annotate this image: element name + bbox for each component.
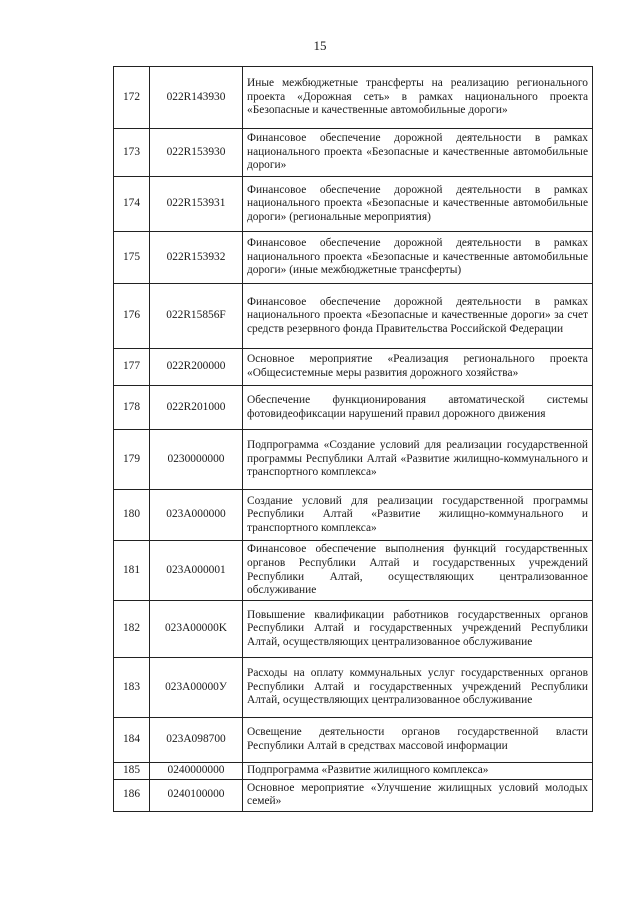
table-row	[114, 177, 593, 232]
table-row	[114, 129, 593, 177]
target-article-code: 023A000001	[150, 541, 243, 601]
row-number: 178	[114, 386, 150, 430]
target-article-code: 023A00000У	[150, 658, 243, 718]
budget-classification-table	[113, 66, 593, 812]
table-row	[114, 430, 593, 490]
table-row	[114, 490, 593, 541]
article-description: Финансовое обеспечение дорожной деятельности в рамках национального проекта «Безопасные и качественные автомобильные дороги»	[243, 129, 593, 177]
row-number: 172	[114, 67, 150, 129]
table-row	[114, 718, 593, 763]
article-description: Повышение квалификации работников государственных органов Республики Алтай и государственных учреждений Республики Алтай, осуществляющих централизованное обслуживание	[243, 601, 593, 658]
article-description: Финансовое обеспечение выполнения функций государственных органов Республики Алтай и государственных учреждений Республики Алтай, осуществляющих централизованное обслуживание	[243, 541, 593, 601]
row-number: 175	[114, 232, 150, 284]
table-row	[114, 284, 593, 349]
row-number: 180	[114, 490, 150, 541]
article-description: Обеспечение функционирования автоматической системы фотовидеофиксации нарушений правил дорожного движения	[243, 386, 593, 430]
table-row	[114, 601, 593, 658]
row-number: 183	[114, 658, 150, 718]
target-article-code: 023A00000K	[150, 601, 243, 658]
target-article-code: 0230000000	[150, 430, 243, 490]
article-description: Освещение деятельности органов государственной власти Республики Алтай в средствах массовой информации	[243, 718, 593, 763]
row-number: 182	[114, 601, 150, 658]
article-description: Подпрограмма «Развитие жилищного комплекса»	[243, 763, 593, 780]
article-description: Финансовое обеспечение дорожной деятельности в рамках национального проекта «Безопасные и качественные дороги» за счет средств резервного фонда Правительства Российской Федерации	[243, 284, 593, 349]
row-number: 173	[114, 129, 150, 177]
row-number: 181	[114, 541, 150, 601]
article-description: Создание условий для реализации государственной программы Республики Алтай «Развитие жилищно-коммунального и транспортного комплекса»	[243, 490, 593, 541]
target-article-code: 0240000000	[150, 763, 243, 780]
target-article-code: 022R153932	[150, 232, 243, 284]
table-body	[114, 67, 593, 812]
article-description: Основное мероприятие «Улучшение жилищных условий молодых семей»	[243, 779, 593, 811]
table-row	[114, 763, 593, 780]
table-row	[114, 232, 593, 284]
page-number: 15	[313, 38, 327, 53]
article-description: Основное мероприятие «Реализация регионального проекта «Общесистемные меры развития дорожного хозяйства»	[243, 349, 593, 386]
target-article-code: 022R15856F	[150, 284, 243, 349]
target-article-code: 022R153930	[150, 129, 243, 177]
article-description: Финансовое обеспечение дорожной деятельности в рамках национального проекта «Безопасные и качественные автомобильные дороги» (региональные мероприятия)	[243, 177, 593, 232]
target-article-code: 023A098700	[150, 718, 243, 763]
article-description: Иные межбюджетные трансферты на реализацию регионального проекта «Дорожная сеть» в рамках национального проекта «Безопасные и качественные автомобильные дороги»	[243, 67, 593, 129]
target-article-code: 022R200000	[150, 349, 243, 386]
table-row	[114, 779, 593, 811]
table-row	[114, 658, 593, 718]
table-row	[114, 541, 593, 601]
article-description: Расходы на оплату коммунальных услуг государственных органов Республики Алтай и государственных учреждений Республики Алтай, осуществляющих централизованное обслуживание	[243, 658, 593, 718]
row-number: 185	[114, 763, 150, 780]
target-article-code: 022R143930	[150, 67, 243, 129]
table-row	[114, 67, 593, 129]
target-article-code: 023A000000	[150, 490, 243, 541]
table-row	[114, 386, 593, 430]
row-number: 174	[114, 177, 150, 232]
row-number: 186	[114, 779, 150, 811]
article-description: Подпрограмма «Создание условий для реализации государственной программы Республики Алтай «Развитие жилищно-коммунального и транспортного комплекса»	[243, 430, 593, 490]
article-description: Финансовое обеспечение дорожной деятельности в рамках национального проекта «Безопасные и качественные автомобильные дороги» (иные межбюджетные трансферты)	[243, 232, 593, 284]
target-article-code: 022R201000	[150, 386, 243, 430]
table-row	[114, 349, 593, 386]
target-article-code: 0240100000	[150, 779, 243, 811]
row-number: 179	[114, 430, 150, 490]
row-number: 184	[114, 718, 150, 763]
row-number: 176	[114, 284, 150, 349]
target-article-code: 022R153931	[150, 177, 243, 232]
row-number: 177	[114, 349, 150, 386]
